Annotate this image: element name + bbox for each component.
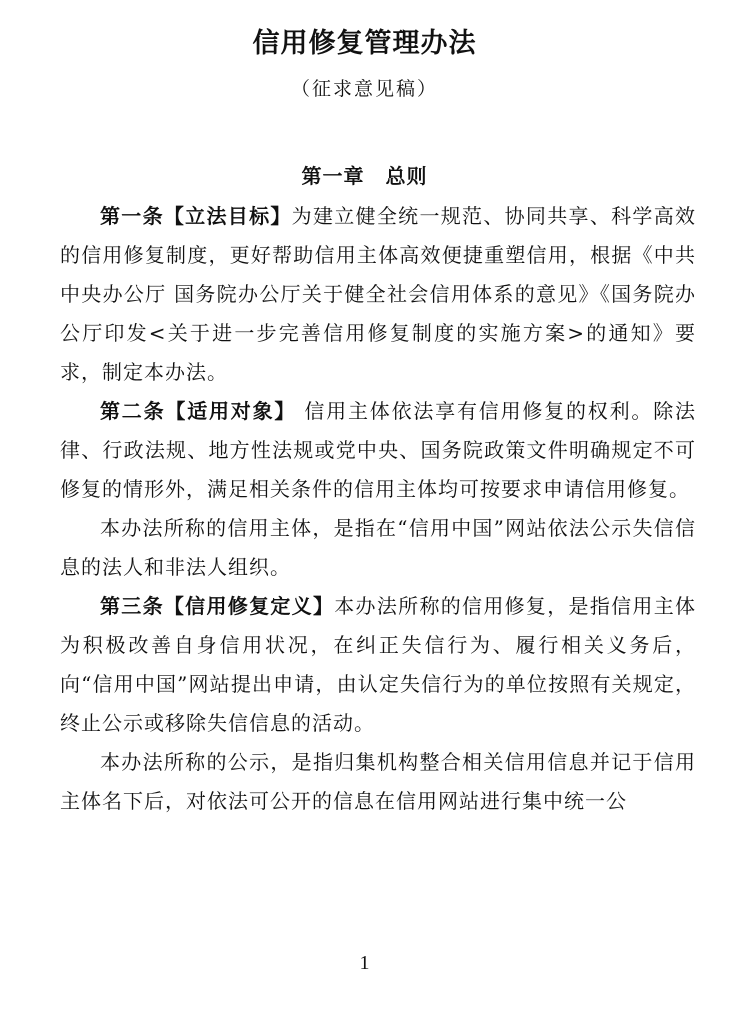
- article-2-heading: 第二条【适用对象】: [100, 399, 297, 423]
- document-body: [60, 197, 696, 821]
- article-1-paragraph: [60, 197, 696, 392]
- article-3-paragraph: [60, 587, 696, 743]
- article-1-text: 为建立健全统一规范、协同共享、科学高效的信用修复制度，更好帮助信用主体高效便捷重塑信用，根据《中共中央办公厅 国务院办公厅关于健全社会信用体系的意见》《国务院办公厅印发<关于进一步完善信用修复制度的实施方案>的通知》要求，制定本办法。: [60, 204, 697, 384]
- publicity-definition-paragraph: [60, 743, 696, 821]
- document-title: 信用修复管理办法: [252, 28, 477, 59]
- document-subtitle: （征求意见稿）: [290, 78, 438, 100]
- article-3-text: 本办法所称的信用修复，是指信用主体为积极改善自身信用状况，在纠正失信行为、履行相关义务后，向“信用中国”网站提出申请，由认定失信行为的单位按照有关规定，终止公示或移除失信信息的活动。: [60, 594, 697, 735]
- article-2-text: 信用主体依法享有信用修复的权利。除法律、行政法规、地方性法规或党中央、国务院政策文件明确规定不可修复的情形外，满足相关条件的信用主体均可按要求申请信用修复。: [60, 399, 697, 501]
- credit-subject-definition-paragraph: [60, 509, 696, 587]
- chapter-heading: 第一章 总则: [301, 164, 428, 188]
- publicity-definition-text: 本办法所称的公示，是指归集机构整合相关信用信息并记于信用主体名下后，对依法可公开的信息在信用网站进行集中统一公: [60, 750, 696, 813]
- credit-subject-definition-text: 本办法所称的信用主体，是指在“信用中国”网站依法公示失信信息的法人和非法人组织。: [60, 516, 696, 579]
- page-number: 1: [359, 952, 370, 974]
- article-3-heading: 第三条【信用修复定义】: [100, 594, 335, 618]
- article-2-paragraph: [60, 392, 696, 509]
- article-1-heading: 第一条【立法目标】: [100, 204, 292, 228]
